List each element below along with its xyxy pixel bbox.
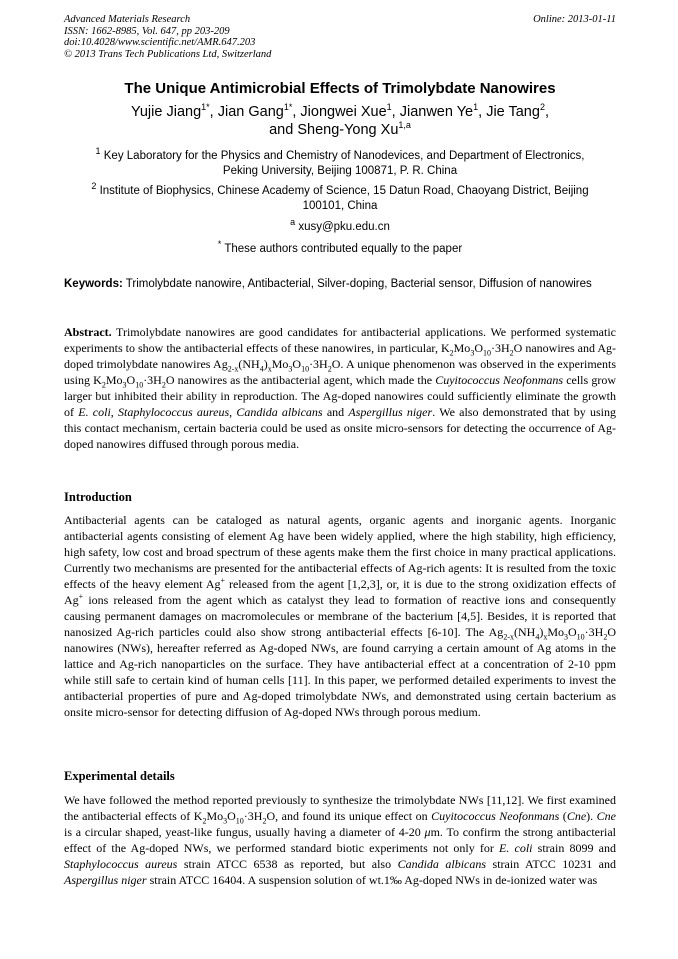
species-name: Aspergillus niger (64, 873, 147, 887)
species-name: Candida albicans (236, 405, 323, 419)
body-text: Antibacterial agents can be cataloged as natural agents, organic agents and inorganic agents. Inorganic antibacterial agents consisting of element Ag have been widely applied, where the high stability, high efficiency, high safety, low cost and broad spectrum of these agents make them the first choice in many practical applications. Currently two mechanisms are presented for the antibacterial effects of Ag-rich agents: It is resulted from the toxic effects of the heavy element Ag (64, 513, 616, 591)
subscript: 2 (603, 632, 608, 642)
species-name: E. coli (499, 841, 533, 855)
affiliation-mark: 1 (95, 146, 101, 157)
keywords-label: Keywords: (64, 278, 123, 290)
species-name: Staphylococcus aureus (64, 857, 178, 871)
chem-text: ) (263, 357, 268, 371)
species-name: Cuyitococcus Neofonmans (435, 373, 564, 387)
body-text: ). (586, 809, 597, 823)
chem-text: ) (539, 625, 544, 639)
subscript: 10 (576, 632, 585, 642)
online-date: Online: 2013-01-11 (533, 14, 616, 25)
chem-text: Mo (206, 809, 224, 823)
author-name: Sheng-Yong Xu (297, 122, 399, 138)
affiliation-text: Institute of Biophysics, Chinese Academy of Science, 15 Datun Road, Chaoyang District, Beijing (99, 185, 589, 197)
subscript: 2 (101, 380, 106, 390)
equal-mark: * (217, 239, 222, 250)
chem-text: O (567, 625, 577, 639)
equal-text: These authors contributed equally to the paper (224, 243, 463, 255)
issn-line: ISSN: 1662-8985, Vol. 647, pp 203-209 (64, 25, 230, 37)
subscript: 2 (161, 380, 166, 390)
body-text: is a circular shaped, yeast-like fungus, usually having a diameter of 4-20 (64, 825, 425, 839)
subscript: 10 (135, 380, 144, 390)
introduction-heading: Introduction (64, 490, 132, 504)
author-mark: 1 (386, 102, 392, 113)
abstract-text: , (229, 405, 237, 419)
subscript: 3 (122, 380, 127, 390)
subscript: 2 (202, 816, 207, 826)
body-text: m. To confirm the strong antibacterial effect of the Ag-doped NWs, we performed standard biotic experiments not only for (64, 825, 616, 855)
species-name: E. coli (78, 405, 111, 419)
author-name: Jianwen Ye (399, 104, 474, 120)
affiliation-text: 100101, China (302, 200, 378, 212)
author-mark: 1* (201, 102, 210, 113)
subscript: 10 (482, 348, 491, 358)
superscript: + (220, 576, 226, 585)
affiliation-text: Key Laboratory for the Physics and Chemistry of Nanodevices, and Department of Electronics, (103, 150, 585, 162)
author-name: Jian Gang (217, 104, 284, 120)
keywords (64, 276, 616, 292)
body-text: ·3H (243, 809, 263, 823)
author-line-2: and Sheng-Yong Xu$^{1,a}$ (269, 120, 411, 138)
body-text: We have followed the method reported previously to synthesize the trimolybdate NWs [11,12]. We first examined the antibacterial effects of K (64, 793, 616, 823)
experimental-paragraph (64, 792, 616, 888)
species-name: Staphylococcus aureus (118, 405, 230, 419)
abstract-text: , (110, 405, 119, 419)
body-text: released from the agent [1,2,3], or, it is due to the strong oxidization effects of Ag (64, 577, 616, 607)
affiliation-mark: 2 (91, 181, 97, 192)
subscript: x (267, 364, 272, 374)
subscript: 3 (223, 816, 228, 826)
author-mark: 2 (539, 102, 545, 113)
body-text: strain 8099 and (532, 841, 616, 855)
subscript: 3 (563, 632, 568, 642)
affiliation-2 (64, 181, 616, 214)
affiliation-text: Peking University, Beijing 100871, P. R. China (222, 165, 458, 177)
superscript: + (78, 592, 84, 601)
email-mark: a (290, 217, 296, 228)
abstract-text: and (322, 405, 349, 419)
species-abbr: Cne (566, 809, 587, 823)
abstract-text: O. A unique phenomenon was observed in the experiments using K (64, 357, 616, 387)
subscript: 3 (470, 348, 475, 358)
species-abbr: Cne (596, 809, 617, 823)
chem-text: Mo (271, 357, 289, 371)
subscript: 10 (301, 364, 310, 374)
body-text: O, and found its unique effect on (266, 809, 432, 823)
chem-text: Mo (105, 373, 123, 387)
species-name: Cuyitococcus Neofonmans (431, 809, 560, 823)
chem-text: O (474, 341, 483, 355)
author-line-1: Yujie Jiang$^{1*}$, Jian Gang$^{1*}$, Jiongwei Xue$^1$, Jianwen Ye$^1$, Jie Tang$^2$, (131, 102, 549, 120)
body-text: strain ATCC 10231 and (486, 857, 617, 871)
mu-symbol: μ (424, 825, 431, 839)
email-address: xusy@pku.edu.cn (298, 221, 390, 233)
journal-name: Advanced Materials Research (64, 14, 191, 25)
doi-line: doi:10.4028/www.scientific.net/AMR.647.203 (64, 37, 256, 48)
subscript: 2 (327, 364, 332, 374)
subscript: x (543, 632, 548, 642)
chem-text: (NH (513, 625, 536, 639)
subscript: 2 (449, 348, 454, 358)
species-name: Aspergillus niger (348, 405, 433, 419)
abstract-label: Abstract. (64, 325, 112, 339)
abstract-text: ·3H (143, 373, 162, 387)
body-text: strain ATCC 6538 as reported, but also (177, 857, 398, 871)
subscript: 3 (288, 364, 293, 374)
author-mark: 1 (473, 102, 479, 113)
chem-text: Mo (547, 625, 564, 639)
abstract-text: cells grow larger but inhibited their ability in reproduction. The Ag-doped nanowires could sufficiently eliminate the growth of (64, 373, 617, 419)
subscript: 2-x (503, 632, 514, 642)
paper-title: The Unique Antimicrobial Effects of Trimolybdate Nanowires (124, 80, 556, 97)
subscript: 4 (535, 632, 540, 642)
chem-text: Mo (453, 341, 471, 355)
author-mark: 1,a (398, 120, 411, 131)
abstract-text: . We also demonstrated that by using this contact mechanism, certain bacteria could be used as onsite micro-sensors for detecting the occurrence of Ag-doped nanowires diffused through porous media. (64, 405, 617, 451)
abstract-text: O nanowires as the antibacterial agent, which made the (165, 373, 436, 387)
subscript: 2 (509, 348, 514, 358)
abstract (64, 324, 616, 452)
body-text: strain ATCC 16404. A suspension solution of wt.1‰ Ag-doped NWs in de-ionized water was (146, 873, 598, 887)
subscript: 4 (259, 364, 264, 374)
journal-header (64, 14, 616, 60)
body-text: O nanowires (NWs), hereafter referred as Ag-doped NWs, are found carrying a certain amount of Ag atoms in the lattice and Ag-rich nanoparticles on the surface. They have antibacterial effect at a concentration of 2-10 ppm while still safe to certain kind of human cells [11]. In this paper, we performed detailed experiments to invest the antibacterial properties of pure and Ag-doped trimolybdate NWs, and demonstrated using certain bacterium as onsite micro-sensor for detecting diffusion of Ag-doped NWs through porous medium. (64, 625, 616, 719)
abstract-text: O nanowires and Ag-doped trimolybdate nanowires Ag (64, 341, 617, 371)
author-name: Jiongwei Xue (300, 104, 387, 120)
author-mark: 1* (283, 102, 293, 113)
introduction-paragraph (64, 512, 616, 720)
author-name: Jie Tang (486, 104, 540, 120)
copyright-line: © 2013 Trans Tech Publications Ltd, Switzerland (64, 48, 272, 60)
abstract-text: ·3H (309, 357, 328, 371)
email-line (64, 217, 616, 235)
body-text: ions released from the agent which as catalyst they lead to formation of reactive ions and consequently causing permanent damages on macromolecules or membrane of the bacterium [4,5]. Besides, it is reported that nanosized Ag-rich particles could also show strong antibacterial effects [6-10]. The Ag (64, 593, 616, 639)
author-name: Yujie Jiang (131, 104, 202, 120)
keywords-text: Trimolybdate nanowire, Antibacterial, Silver-doping, Bacterial sensor, Diffusion of nanowires (125, 278, 592, 290)
chem-text: O (126, 373, 136, 387)
experimental-heading: Experimental details (64, 769, 175, 783)
body-text: ( (559, 809, 567, 823)
subscript: 2-x (227, 364, 239, 374)
chem-text: (NH (238, 357, 260, 371)
equal-contribution-note (64, 239, 616, 257)
abstract-text: Trimolybdate nanowires are good candidates for antibacterial applications. We performed systematic experiments to show the antibacterial effects of these nanowires, in particular, K (64, 325, 616, 355)
author-list (64, 103, 616, 139)
species-name: Candida albicans (397, 857, 487, 871)
affiliation-1 (64, 146, 616, 179)
body-text: ·3H (584, 625, 604, 639)
chem-text: O (227, 809, 236, 823)
subscript: 2 (262, 816, 267, 826)
abstract-text: ·3H (490, 341, 510, 355)
subscript: 10 (235, 816, 244, 826)
chem-text: O (292, 357, 302, 371)
